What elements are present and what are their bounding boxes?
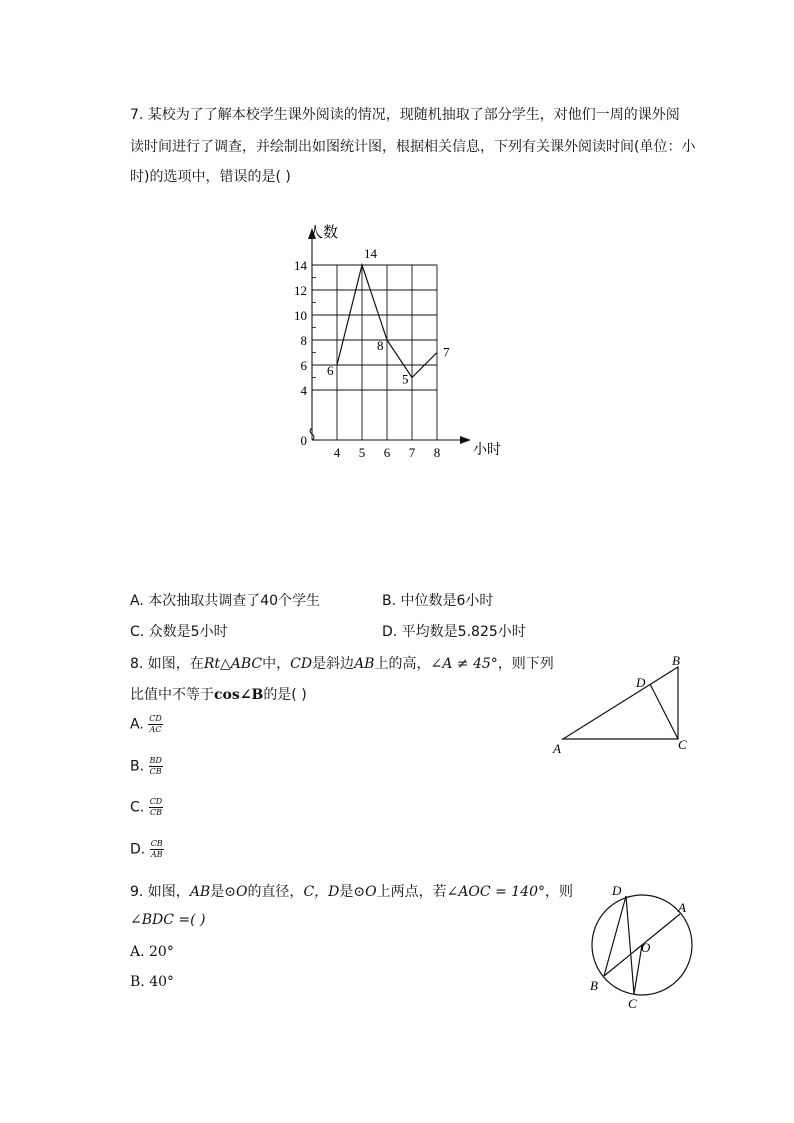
q8-option-a-num: CD (149, 714, 162, 723)
q8-option-d-den: AB (150, 850, 163, 859)
q8-option-b-letter: B. (130, 758, 145, 775)
label-o: O (641, 940, 651, 955)
q7-option-a[interactable]: A. 本次抽取共调查了40个学生 (130, 593, 321, 609)
q9-stem-c: 的直径， (247, 884, 304, 900)
y-tick-label: 6 (300, 358, 307, 373)
q8-stem-a: 8. 如图，在 (130, 656, 204, 672)
q9-stem-a: 9. 如图， (130, 884, 190, 900)
q8-stem-line2a: 比值中不等于 (130, 687, 214, 703)
q7-option-b[interactable]: B. 中位数是6小时 (382, 593, 494, 609)
x-tick-label: 5 (358, 445, 366, 460)
label-a: A (553, 741, 561, 756)
q8-option-b-num: BD (149, 756, 162, 765)
x-tick-label: 6 (383, 445, 391, 460)
q9-circle-figure (580, 878, 700, 1013)
label-c: C (628, 996, 637, 1011)
q9-stem-cd: C，D (303, 884, 340, 900)
q9-stem-d: 是 (339, 884, 354, 900)
data-label: 6 (327, 363, 334, 378)
label-b: B (590, 978, 598, 993)
q8-option-d[interactable] (130, 839, 164, 860)
chord-dc (626, 896, 634, 994)
q8-stem-c: 是斜边 (312, 656, 355, 672)
label-a: A (678, 900, 686, 915)
q8-stem-cos: cos∠B (214, 687, 264, 703)
q8-stem-line2 (130, 684, 307, 704)
chart-grid (312, 265, 437, 440)
q8-stem-ab: AB (354, 656, 375, 672)
x-tick-label: 7 (408, 445, 416, 460)
q8-option-c-letter: C. (130, 799, 145, 816)
q8-stem-line1 (130, 653, 554, 673)
y-axis-label: 人数 (308, 225, 339, 241)
q9-stem-ab: AB (189, 884, 211, 900)
q9-stem-line1 (130, 881, 573, 901)
q9-stem-angle: ∠AOC = 140° (446, 884, 545, 900)
q8-stem-angle: ∠A ≠ 45° (430, 656, 498, 672)
q8-stem-line2b: 的是( ) (263, 687, 307, 703)
y-tick-label: 12 (294, 283, 307, 298)
q8-option-c[interactable] (130, 797, 163, 818)
q9-option-b[interactable]: B. 40° (130, 974, 175, 990)
q8-stem-e: ，则下列 (497, 656, 554, 672)
altitude-cd (650, 684, 678, 739)
y-tick-label: 14 (294, 258, 307, 273)
q9-stem-circle: ⊙O (224, 884, 248, 900)
q7-option-c[interactable]: C. 众数是5小时 (130, 624, 228, 640)
data-label: 14 (364, 246, 377, 261)
label-d: D (636, 675, 646, 690)
q8-option-b-den: CB (149, 767, 162, 776)
q8-option-c-fraction (149, 797, 164, 818)
q8-option-d-num: CB (150, 839, 163, 848)
data-label: 5 (402, 371, 409, 387)
q8-option-a-fraction (148, 714, 163, 735)
q8-option-b-fraction (149, 756, 163, 777)
chart-axes (308, 228, 471, 444)
q7-option-d[interactable]: D. 平均数是5.825小时 (382, 624, 526, 640)
q9-stem-b: 是 (210, 884, 225, 900)
x-axis-label: 小时 (473, 443, 501, 458)
x-tick-label: 8 (433, 445, 441, 460)
q7-stem-line3: 时)的选项中，错误的是( ) (130, 169, 291, 185)
q8-triangle-figure (545, 650, 705, 760)
q8-stem-d: 上的高， (374, 656, 431, 672)
q8-option-b[interactable] (130, 756, 163, 777)
q8-option-c-num: CD (149, 797, 163, 806)
data-label: 8 (377, 338, 384, 353)
label-b: B (672, 653, 680, 668)
y-tick-label: 10 (294, 308, 307, 323)
q7-stem-line1: 7. 某校为了了解本校学生课外阅读的情况，现随机抽取了部分学生，对他们一周的课外阅 (130, 107, 680, 123)
label-d: D (612, 883, 622, 898)
q9-stem-f: ，则 (544, 884, 573, 900)
q8-option-c-den: CB (149, 808, 162, 817)
q8-option-d-fraction (150, 839, 164, 860)
x-axis-arrow (460, 436, 471, 444)
q8-stem-rt: Rt△ABC (203, 656, 263, 672)
y-tick-label: 8 (300, 333, 307, 348)
q9-stem-line2: ∠BDC =( ) (130, 912, 206, 928)
q7-stem-line2: 读时间进行了调查，并绘制出如图统计图，根据相关信息，下列有关课外阅读时间(单位：小 (130, 139, 696, 155)
q8-option-a-den: AC (149, 725, 162, 734)
q8-option-a-letter: A. (130, 716, 144, 733)
data-label: 7 (443, 344, 450, 360)
q9-option-a[interactable]: A. 20° (130, 944, 174, 960)
chord-db (604, 896, 626, 976)
triangle-abc (563, 667, 678, 739)
q8-stem-b: 中， (262, 656, 291, 672)
q9-stem-e: 上两点，若 (376, 884, 447, 900)
q8-option-d-letter: D. (130, 841, 146, 858)
chart-ticks (294, 258, 440, 460)
q8-stem-cd: CD (290, 656, 313, 672)
y-tick-label: 0 (300, 433, 307, 448)
y-tick-label: 4 (300, 383, 307, 398)
q8-option-a[interactable] (130, 714, 163, 735)
label-c: C (678, 737, 687, 752)
q9-stem-circle2: ⊙O (353, 884, 377, 900)
q7-line-chart (290, 215, 510, 465)
x-tick-label: 4 (333, 445, 341, 460)
